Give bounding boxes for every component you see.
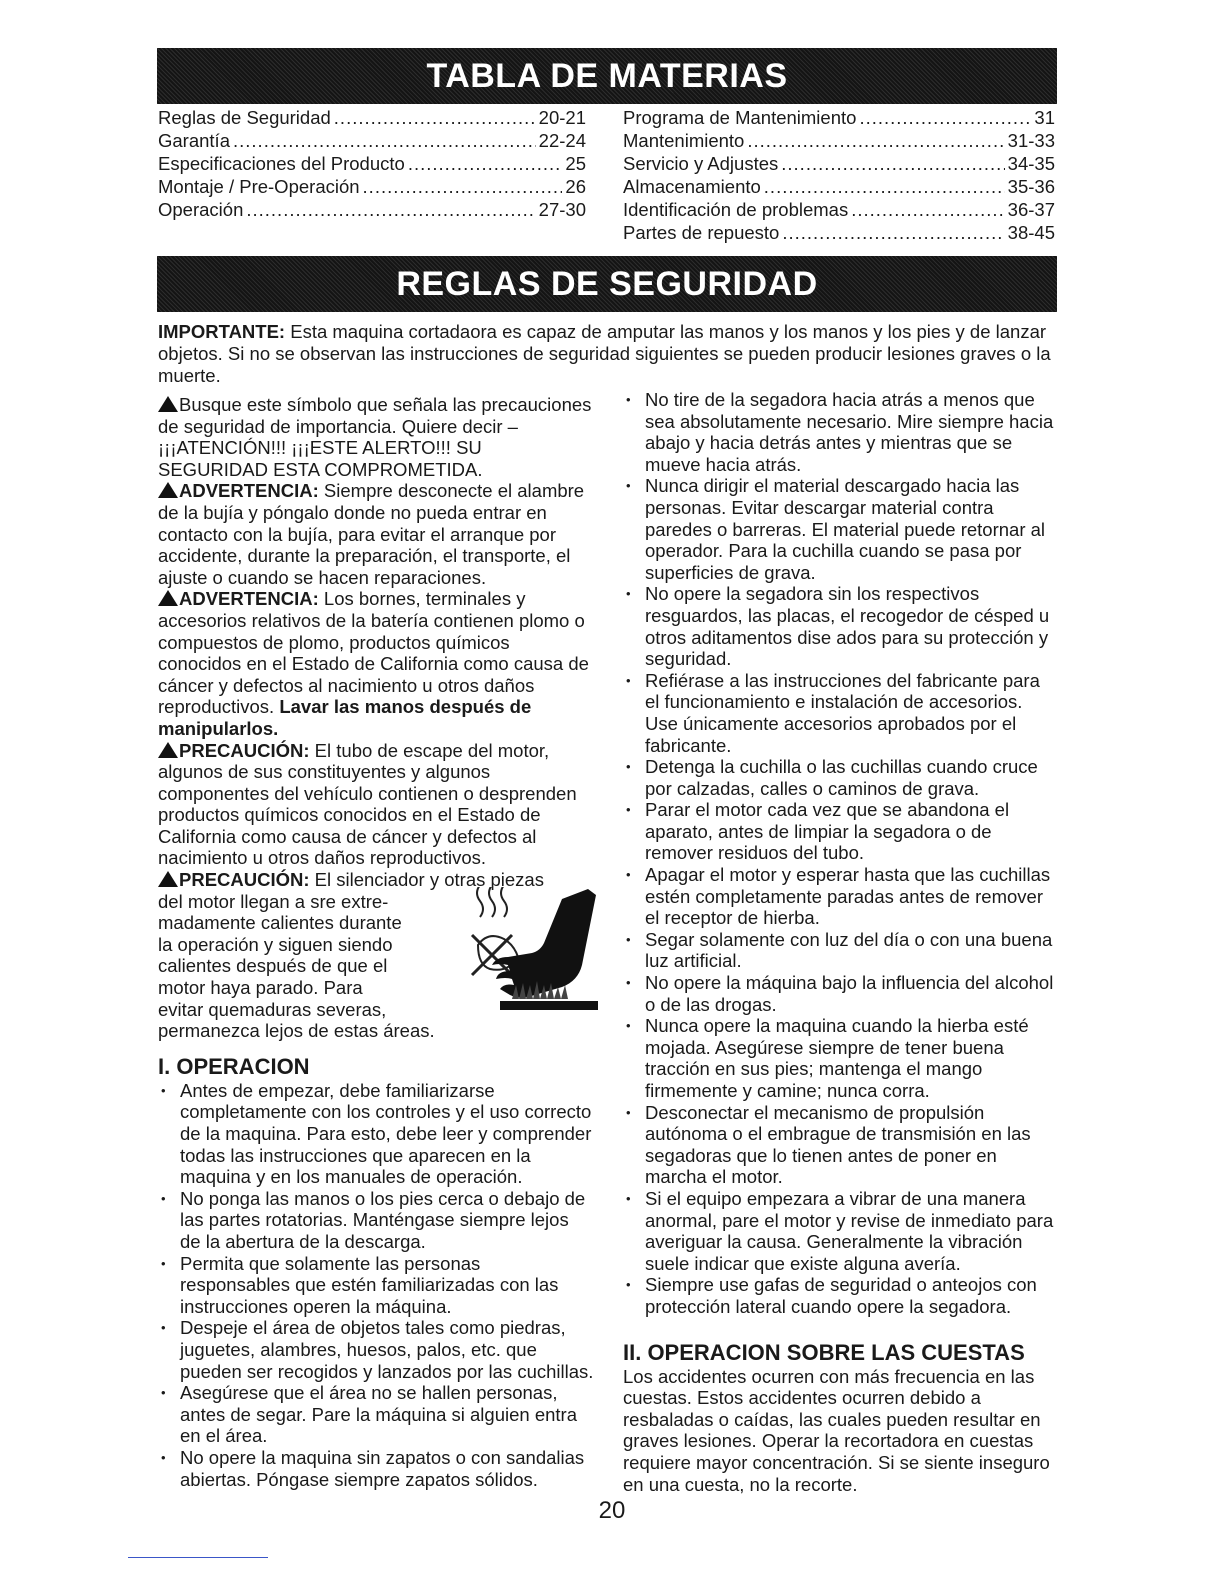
warning-triangle-icon [158, 590, 178, 606]
caution-line: calientes después de que el [158, 955, 388, 977]
warning-paragraph [158, 588, 594, 739]
caution-line: del motor llegan a sre extre- [158, 890, 389, 912]
list-item: • Siempre use gafas de seguridad o anteojos con protección lateral cuando opere la segadora. [623, 1274, 1059, 1317]
list-item: • Segar solamente con luz del día o con una buena luz artificial. [623, 929, 1059, 972]
caution-paragraph [158, 740, 594, 870]
toc-entry[interactable]: Reglas de Seguridad ..... 20-21 [158, 106, 586, 129]
list-item: • Desconectar el mecanismo de propulsión autónoma o el embrague de transmisión en las segadoras que lo tienen antes de poner en marcha el motor. [623, 1102, 1059, 1188]
warning-paragraph [158, 480, 594, 588]
slopes-title: II. OPERACION SOBRE LAS CUESTAS [623, 1339, 1025, 1365]
hot-surface-caution [158, 869, 594, 1042]
important-intro [158, 321, 1058, 387]
list-item: • No opere la segadora sin los respectivos resguardos, las placas, el recogedor de césped u otros aditamentos dise ados para su protección y seguridad. [623, 583, 1059, 669]
toc-title: TABLA DE MATERIAS [426, 57, 788, 95]
list-item: • Si el equipo empezara a vibrar de una manera anormal, pare el motor y revise de inmediato para averiguar la causa. Generalmente la vibración suele indicar que existe alguna avería. [623, 1188, 1059, 1274]
warning-label: ADVERTENCIA: [179, 480, 319, 502]
list-item: • Parar el motor cada vez que se abandona el aparato, antes de limpiar la segadora o de remover residuos del tubo. [623, 799, 1059, 864]
symbol-text: Busque este símbolo que señala las precauciones de seguridad de importancia. Quiere decir – ¡¡¡ATENCIÓN!!! ¡¡¡ESTE ALERTO!!! SU SEGURIDAD ESTA COMPROMETIDA. [158, 394, 592, 480]
list-item: • No opere la maquina sin zapatos o con sandalias abiertas. Póngase siempre zapatos sólidos. [158, 1447, 594, 1490]
operation-title: I. OPERACION [158, 1053, 310, 1079]
list-item: • Nunca opere la maquina cuando la hierba esté mojada. Asegúrese siempre de tener buena tracción en sus pies; mantenga el mango firmemente y camine; nunca corra. [623, 1015, 1059, 1101]
footer-divider [128, 1557, 268, 1558]
list-item: • Antes de empezar, debe familiarizarse completamente con los controles y el uso correcto de la maquina. Para esto, debe leer y comprender todas las instrucciones que aparecen en la maquina y en los manuales de operación. [158, 1080, 594, 1188]
caution-line: evitar quemaduras severas, [158, 998, 387, 1020]
warning-triangle-icon [158, 871, 178, 887]
caution-line: El silenciador y otras piezas [309, 869, 544, 891]
list-item: • Despeje el área de objetos tales como piedras, juguetes, alambres, huesos, palos, etc. que pueden ser recogidos y lanzados por las cuchillas. [158, 1317, 594, 1382]
important-label: IMPORTANTE: [158, 321, 286, 342]
caution-label: PRECAUCIÓN: [179, 739, 310, 761]
left-column [158, 394, 594, 1490]
caution-line: permanezca lejos de estas áreas. [158, 1020, 435, 1042]
safety-title-banner [157, 256, 1057, 312]
toc-entry[interactable]: Especificaciones del Producto ..... 25 [158, 152, 586, 175]
list-item: • Detenga la cuchilla o las cuchillas cuando cruce por calzadas, calles o caminos de grava. [623, 756, 1059, 799]
warning-triangle-icon [158, 742, 178, 758]
toc-entry[interactable]: Operación ..... 27-30 [158, 198, 586, 221]
warning-triangle-icon [158, 482, 178, 498]
toc-entry[interactable]: Almacenamiento ..... 35-36 [623, 175, 1055, 198]
slopes-text: Los accidentes ocurren con más frecuencia en las cuestas. Estos accidentes ocurren debido a resbaladas o caídas, las cuales pueden resultar en graves lesiones. Operar la recortadora en cuestas requiere mayor concentración. Si se siente inseguro en una cuesta, no la recorte. [623, 1365, 1050, 1495]
warning-text: Siempre desconecte el alambre de la bujía y póngalo donde no pueda entrar en contacto con la bujía, para evitar el arranque por accidente, durante la preparación, el transporte, el ajuste o cuando se hacen reparaciones. [158, 480, 585, 588]
warning-text: Los bornes, terminales y accesorios relativos de la batería contienen plomo o compuestos de plomo, productos químicos conocidos en el Estado de California como causa de cáncer y defectos al nacimiento u otros daños reproductivos. [158, 588, 589, 718]
toc-title-banner [157, 48, 1057, 104]
important-text: Esta maquina cortadaora es capaz de amputar las manos y los manos y los pies y de lanzar objetos. Si no se observan las instrucciones de seguridad siguientes se pueden producir lesiones graves o la muerte. [158, 321, 1051, 386]
caution-line: la operación y siguen siendo [158, 933, 393, 955]
caution-line: madamente calientes durante [158, 912, 402, 934]
toc-entry[interactable]: Montaje / Pre-Operación ..... 26 [158, 175, 586, 198]
toc-entry[interactable]: Servicio y Adjustes ..... 34-35 [623, 152, 1055, 175]
list-item: • Refiérase a las instrucciones del fabricante para el funcionamiento e instalación de accesorios. Use únicamente accesorios aprobados por el fabricante. [623, 670, 1059, 756]
symbol-paragraph [158, 394, 594, 480]
toc-entry[interactable]: Mantenimiento ..... 31-33 [623, 129, 1055, 152]
warning-triangle-icon [158, 396, 178, 412]
operation-list [158, 1080, 594, 1490]
list-item: • Permita que solamente las personas responsables que estén familiarizadas con las instrucciones operen la máquina. [158, 1253, 594, 1318]
safety-title: REGLAS DE SEGURIDAD [396, 265, 818, 303]
list-item: • No ponga las manos o los pies cerca o debajo de las partes rotatorias. Manténgase siempre lejos de la abertura de la descarga. [158, 1188, 594, 1253]
toc-right-column [623, 106, 1055, 244]
toc-entry[interactable]: Partes de repuesto ..... 38-45 [623, 221, 1055, 244]
list-item: • Apagar el motor y esperar hasta que las cuchillas estén completamente paradas antes de remover el receptor de hierba. [623, 864, 1059, 929]
list-item: • No opere la máquina bajo la influencia del alcohol o de las drogas. [623, 972, 1059, 1015]
toc-entry[interactable]: Identificación de problemas ..... 36-37 [623, 198, 1055, 221]
safety-rules-list [623, 389, 1059, 1318]
caution-line: motor haya parado. Para [158, 977, 363, 999]
toc-left-column [158, 106, 586, 221]
list-item: • No tire de la segadora hacia atrás a menos que sea absolutamente necesario. Mire siempre hacia abajo y hacia detrás antes y mientras que se mueve hacia atrás. [623, 389, 1059, 475]
toc-entry[interactable]: Garantía ..... 22-24 [158, 129, 586, 152]
list-item: • Nunca dirigir el material descargado hacia las personas. Evitar descargar material contra paredes o barreras. El material puede retornar al operador. Para la cuchilla cuando se pasa por superficies de grava. [623, 475, 1059, 583]
caution-text: El tubo de escape del motor, algunos de sus constituyentes y algunos componentes del vehículo contienen o desprenden productos químicos conocidos en el Estado de California como causa de cáncer y defectos al nacimiento u otros daños reproductivos. [158, 739, 577, 869]
wash-hands-note: Lavar las manos después de manipularlos. [158, 696, 532, 739]
page-number: 20 [598, 1497, 626, 1524]
caution-label: PRECAUCIÓN: [179, 869, 310, 891]
hot-surface-hand-icon [460, 887, 600, 1022]
list-item: • Asegúrese que el área no se hallen personas, antes de segar. Pare la máquina si alguien entra en el área. [158, 1382, 594, 1447]
right-column [623, 389, 1059, 1495]
toc-entry[interactable]: Programa de Mantenimiento ..... 31 [623, 106, 1055, 129]
warning-label: ADVERTENCIA: [179, 588, 319, 610]
